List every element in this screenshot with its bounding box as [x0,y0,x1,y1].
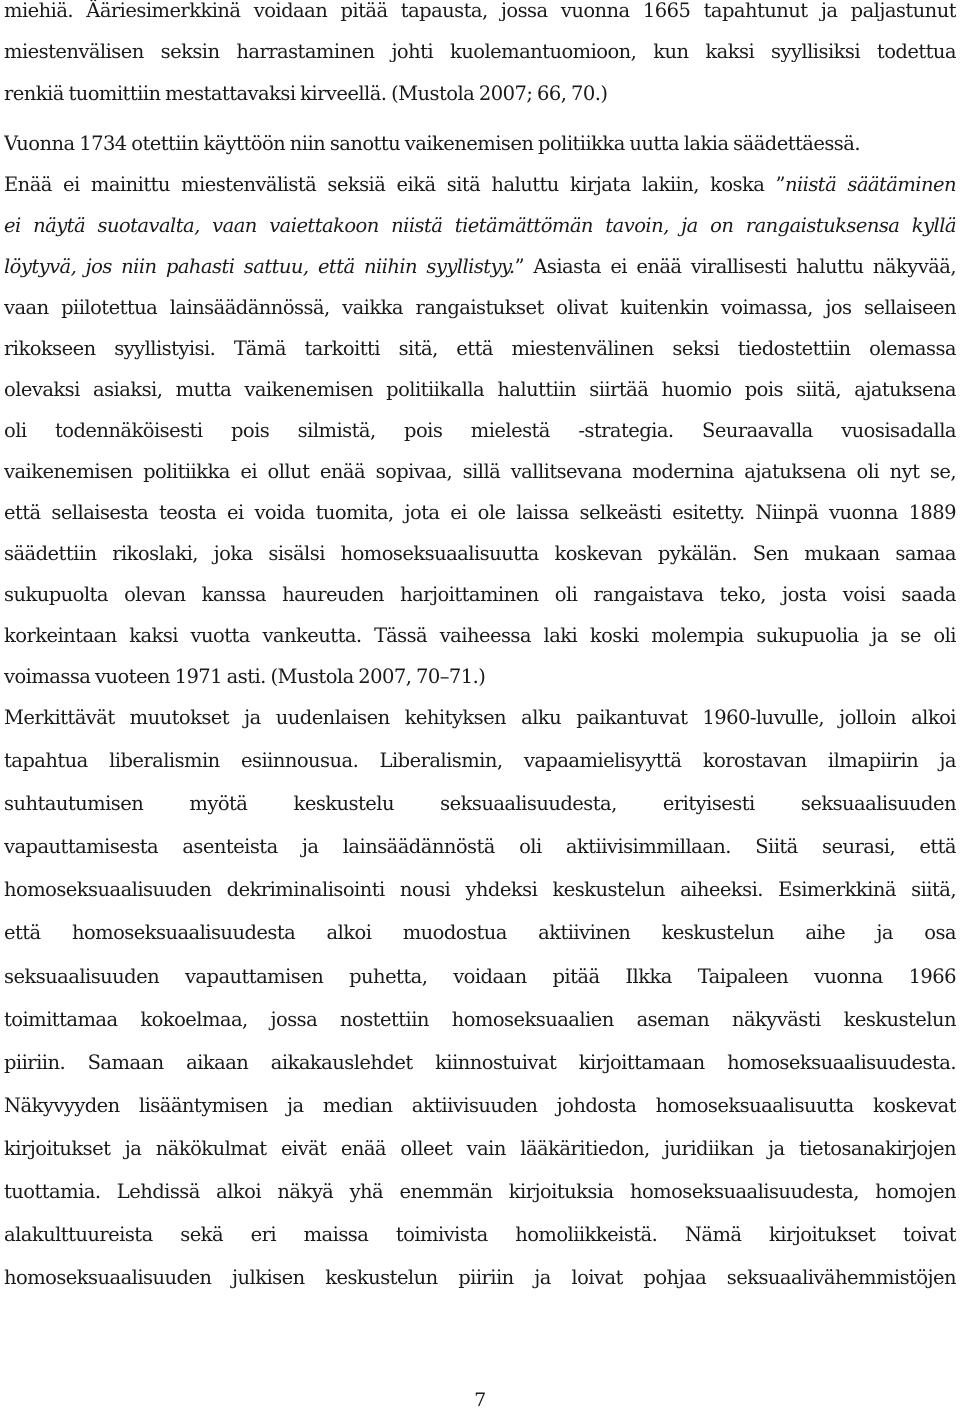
text-line: homoseksuaalisuuden dekriminalisointi nousi yhdeksi keskustelun aiheeksi. Esimerkkinä siitä, [4,878,956,902]
text-line: vapauttamisesta asenteista ja lainsäädännöstä oli aktiivisimmillaan. Siitä seurasi, että [4,835,956,859]
text-line: miestenvälisen seksin harrastaminen johti kuolemantuomioon, kun kaksi syyllisiksi todettua [4,41,956,62]
text-line: että homoseksuaalisuudesta alkoi muodostua aktiivinen keskustelun aihe ja osa [4,921,956,945]
text-line: rikokseen syyllistyisi. Tämä tarkoitti sitä, että miestenvälinen seksi tiedostettiin olemassa [4,337,956,360]
quote-text: löytyvä, jos niin pahasti sattuu, että niihin syyllistyy. [4,255,515,278]
text-line: Vuonna 1734 otettiin käyttöön niin sanottu vaikenemisen politiikka uutta lakia säädettäessä. [4,132,860,155]
paragraph-3 [4,706,956,1290]
text-line: Näkyvyyden lisääntymisen ja median aktiivisuuden johdosta homoseksuaalisuutta koskevat [4,1093,956,1117]
text-line: suhtautumisen myötä keskustelu seksuaalisuudesta, erityisesti seksuaalisuuden [4,792,956,816]
text-line: vaikenemisen politiikka ei ollut enää sopivaa, sillä vallitsevana modernina ajatuksena oli nyt se, [4,460,956,483]
text-line: tapahtua liberalismin esiinnousua. Liberalismin, vapaamielisyyttä korostavan ilmapiirin ja [4,749,956,773]
paragraph-2 [4,132,956,689]
text-line: piiriin. Samaan aikaan aikakauslehdet kiinnostuivat kirjoittamaan homoseksuaalisuudesta. [4,1050,956,1074]
paragraph-1 [4,0,956,104]
text-line: korkeintaan kaksi vuotta vankeutta. Tässä vaiheessa laki koski molempia sukupuolia ja se oli [4,624,956,647]
text-line: olevaksi asiaksi, mutta vaikenemisen politiikalla haluttiin siirtää huomio pois siitä, ajatuksena [4,378,956,401]
text-line: sukupuolta olevan kanssa haureuden harjoittaminen oli rangaistava teko, josta voisi saada [4,583,956,606]
text-run: Enää ei mainittu miestenvälistä seksiä eikä sitä haluttu kirjata lakiin, koska ” [4,173,785,196]
text-line: oli todennäköisesti pois silmistä, pois mielestä -strategia. Seuraavalla vuosisadalla [4,419,956,442]
text-line: alakulttuureista sekä eri maissa toimivista homoliikkeistä. Nämä kirjoitukset toivat [4,1223,956,1247]
text-line [4,173,956,197]
text-line: Merkittävät muutokset ja uudenlaisen kehityksen alku paikantuvat 1960-luvulle, jolloin alkoi [4,706,956,729]
text-line [4,214,956,238]
text-line: että sellaisesta teosta ei voida tuomita, jota ei ole laissa selkeästi esitetty. Niinpä vuonna 1889 [4,501,956,524]
quote-text: niistä säätäminen [784,173,956,196]
text-line: toimittamaa kokoelmaa, jossa nostettiin homoseksuaalien aseman näkyvästi keskustelun [4,1007,956,1031]
text-line: miehiä. Ääriesimerkkinä voidaan pitää tapausta, jossa vuonna 1665 tapahtunut ja paljastunut [4,0,956,21]
text-run: ” Asiasta ei enää virallisesti haluttu näkyvää, [514,255,956,278]
text-line: säädettiin rikoslaki, joka sisälsi homoseksuaalisuutta koskevan pykälän. Sen mukaan samaa [4,542,956,565]
text-line: seksuaalisuuden vapauttamisen puhetta, voidaan pitää Ilkka Taipaleen vuonna 1966 [4,964,956,988]
text-line: kirjoitukset ja näkökulmat eivät enää olleet vain lääkäritiedon, juridiikan ja tietosanakirjojen [4,1136,956,1160]
text-line: vaan piilotettua lainsäädännössä, vaikka rangaistukset olivat kuitenkin voimassa, jos sellaiseen [4,296,956,319]
text-line [4,255,956,279]
document-page [4,0,956,1309]
text-line: renkiä tuomittiin mestattavaksi kirveellä. (Mustola 2007; 66, 70.) [4,83,608,104]
page-number: 7 [474,1389,486,1411]
text-line: tuottamia. Lehdissä alkoi näkyä yhä enemmän kirjoituksia homoseksuaalisuudesta, homojen [4,1180,956,1204]
text-line: homoseksuaalisuuden julkisen keskustelun piiriin ja loivat pohjaa seksuaalivähemmistöjen [4,1266,956,1290]
quote-text: ei näytä suotavalta, vaan vaiettakoon niistä tietämättömän tavoin, ja on rangaistuksensa kyllä [4,214,956,237]
text-line: voimassa vuoteen 1971 asti. (Mustola 2007, 70–71.) [4,665,486,688]
